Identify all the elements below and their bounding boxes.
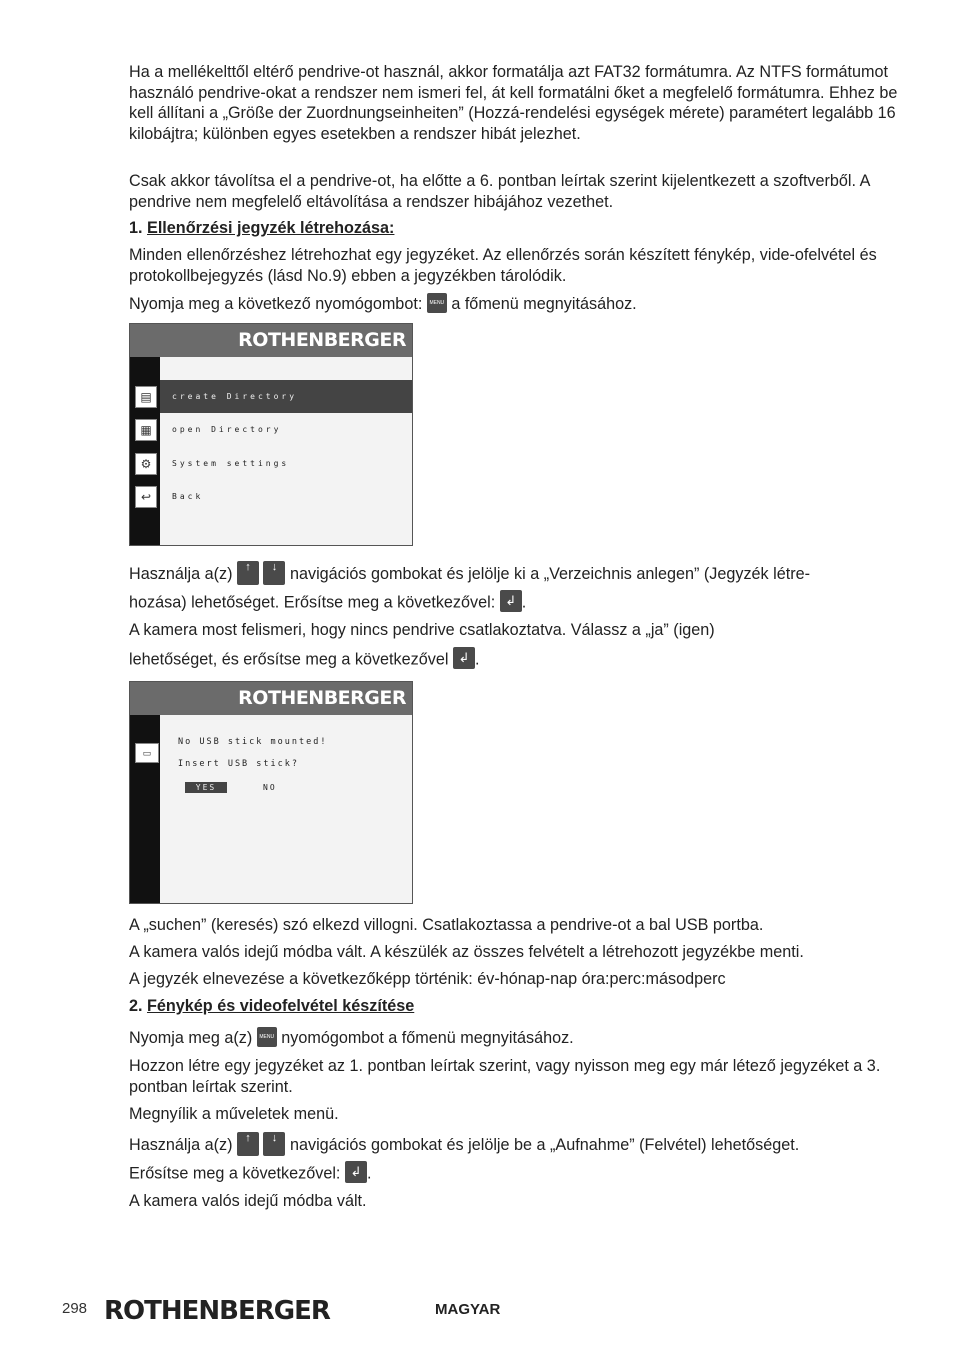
paragraph-naming: A jegyzék elnevezése a következőképp történik: év-hónap-nap óra:perc:másodperc xyxy=(129,970,726,988)
paragraph-operations-menu: Megnyílik a műveletek menü. xyxy=(129,1105,339,1123)
settings-icon: ⚙ xyxy=(135,453,157,475)
paragraph-remove-pendrive: Csak akkor távolítsa el a pendrive-ot, ha előtte a 6. pontban leírtak szerint kijelentkezett a szoftverből. A pendrive nem megfelelő eltávolítása a rendszer hibájához vezethet. xyxy=(129,172,870,211)
menu-button-icon: MENU xyxy=(257,1027,277,1047)
usb-message-line1: No USB stick mounted! xyxy=(178,737,328,747)
yes-button[interactable]: YES xyxy=(185,782,227,793)
no-button[interactable]: NO xyxy=(263,783,277,792)
paragraph-press-menu-2: Nyomja meg a(z) MENU nyomógombot a főmenü megnyitásához. xyxy=(129,1028,899,1049)
heading-1: 1. Ellenőrzési jegyzék létrehozása: xyxy=(129,219,395,237)
ok-button-icon: ↲ xyxy=(345,1161,367,1183)
ok-button-icon: ↲ xyxy=(500,590,522,612)
footer-language: MAGYAR xyxy=(435,1301,501,1318)
nav-down-icon: ↓ xyxy=(263,561,285,585)
paragraph-realtime-mode-2: A kamera valós idejű módba vált. xyxy=(129,1192,367,1210)
camera-usb-screen xyxy=(129,681,413,904)
nav-up-icon: ↑ xyxy=(237,1132,259,1156)
heading-2-text: Fénykép és videofelvétel készítése xyxy=(147,997,415,1015)
heading-1-text: Ellenőrzési jegyzék létrehozása: xyxy=(147,219,395,237)
page-number: 298 xyxy=(62,1300,88,1317)
back-icon: ↩ xyxy=(135,486,157,508)
rothenberger-logo: ROTHENBERGER xyxy=(238,687,406,709)
heading-2: 2. Fénykép és videofelvétel készítése xyxy=(129,997,415,1015)
paragraph-navigate-2: Használja a(z) ↑ ↓ navigációs gombokat és jelölje be a „Aufnahme” (Felvétel) lehetőséget. xyxy=(129,1131,800,1154)
camera-menu-screen xyxy=(129,323,413,546)
paragraph-directory: Minden ellenőrzéshez létrehozhat egy jegyzéket. Az ellenőrzés során készített fénykép, vide-ofelvétel és protokollbejegyzés (lásd No.9) ebben a jegyzékben tárolódik. xyxy=(129,246,877,285)
rothenberger-logo: ROTHENBERGER xyxy=(238,329,406,351)
paragraph-realtime-mode: A kamera valós idejű módba vált. A készülék az összes felvételt a létrehozott jegyzékbe menti. xyxy=(129,943,804,961)
ok-button-icon: ↲ xyxy=(453,647,475,669)
usb-message-line2: Insert USB stick? xyxy=(178,759,299,769)
screen-main xyxy=(160,715,412,903)
nav-up-icon: ↑ xyxy=(237,561,259,585)
menu-item-back[interactable]: Back xyxy=(172,492,204,501)
paragraph-press-menu: Nyomja meg a következő nyomógombot: MENU a főmenü megnyitásához. xyxy=(129,294,899,315)
paragraph-confirm-3: Erősítse meg a következővel: ↲ . xyxy=(129,1163,899,1185)
create-directory-icon: ▤ xyxy=(135,386,157,408)
screen-header xyxy=(130,324,412,357)
paragraph-suchen: A „suchen” (keresés) szó elkezd villogni. Csatlakoztassa a pendrive-ot a bal USB portba. xyxy=(129,916,764,934)
menu-item-system-settings[interactable]: System settings xyxy=(172,459,290,468)
nav-down-icon: ↓ xyxy=(263,1132,285,1156)
usb-stick-icon: ▭ xyxy=(135,743,159,763)
menu-button-icon: MENU xyxy=(427,293,447,313)
screen-header xyxy=(130,682,412,715)
paragraph-create-or-open: Hozzon létre egy jegyzéket az 1. pontban leírtak szerint, vagy nyisson meg egy már létező jegyzéket a 3. pontban leírtak szerint. xyxy=(129,1057,881,1096)
paragraph-ntfs: Ha a mellékelttől eltérő pendrive-ot használ, akkor formatálja azt FAT32 formátumra. Az NTFS formátumot használó pendrive-okat a rendszer nem ismeri fel, át kell formatálni őket a megfelelő formátumra. Ehhez be kell állítani a „Größe der Zuordnungseinheiten” (Hozzá-rendelési egységek mérete) paramétert legalább 16 kilobájtra; különben egyes esetekben a rendszer hibát jelezhet. xyxy=(129,63,898,143)
footer-logo: ROTHENBERGER xyxy=(104,1296,330,1326)
paragraph-navigate-1: Használja a(z) ↑ ↓ navigációs gombokat és jelölje ki a „Verzeichnis anlegen” (Jegyzék létre- xyxy=(129,560,811,583)
open-directory-icon: ▦ xyxy=(135,419,157,441)
paragraph-no-pendrive: A kamera most felismeri, hogy nincs pendrive csatlakoztatva. Válassz a „ja” (igen) xyxy=(129,621,715,639)
menu-item-open-directory[interactable]: open Directory xyxy=(172,425,282,434)
paragraph-confirm-2: lehetőséget, és erősítse meg a következővel ↲ . xyxy=(129,649,899,671)
menu-item-create-directory[interactable]: create Directory xyxy=(160,380,412,413)
paragraph-confirm-1: hozása) lehetőséget. Erősítse meg a következővel: ↲ . xyxy=(129,592,899,614)
screen-main xyxy=(160,357,412,545)
